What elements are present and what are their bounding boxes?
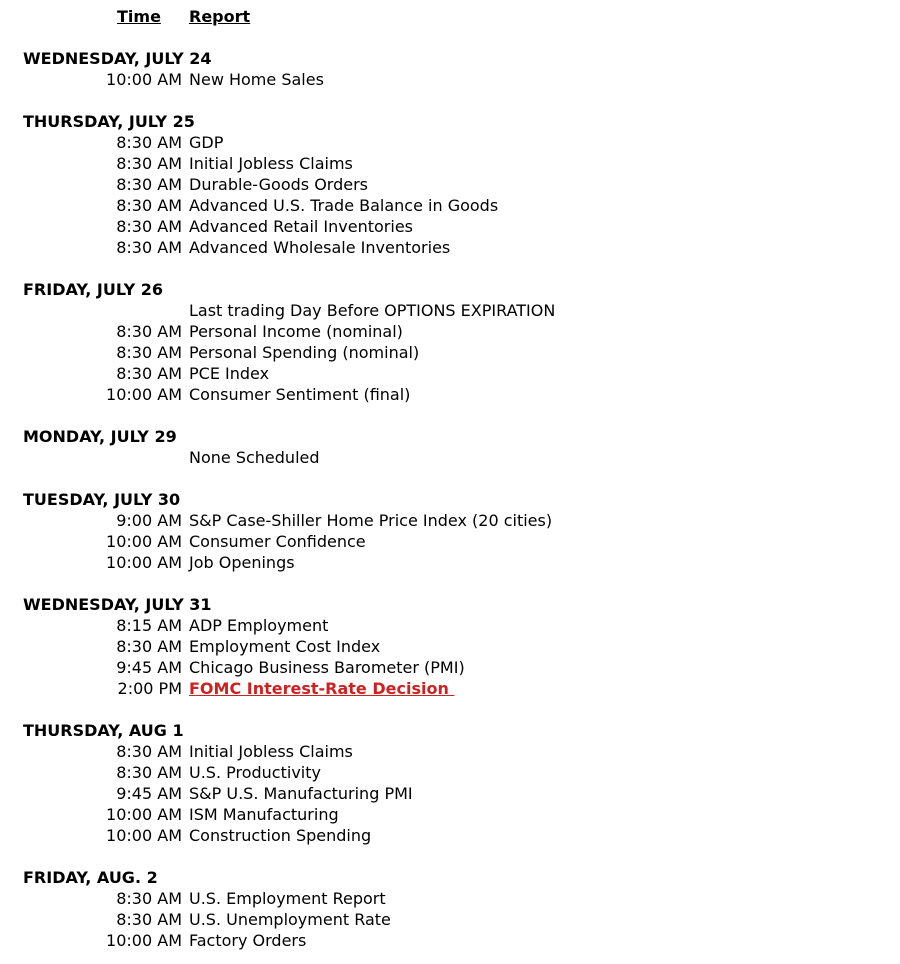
- event-row: [0, 657, 900, 678]
- event-report: Last trading Day Before OPTIONS EXPIRATION: [189, 301, 556, 320]
- event-row: [0, 132, 900, 153]
- day-heading: FRIDAY, AUG. 2: [23, 868, 158, 887]
- day-heading: THURSDAY, AUG 1: [23, 721, 184, 740]
- event-row: [0, 825, 900, 846]
- section-spacer: [0, 573, 900, 594]
- day-heading-row: [0, 279, 900, 300]
- event-row: [0, 909, 900, 930]
- event-report: Consumer Sentiment (final): [189, 385, 411, 404]
- event-time: 8:30 AM: [116, 196, 182, 215]
- event-report: Chicago Business Barometer (PMI): [189, 658, 465, 677]
- section-spacer: [0, 846, 900, 867]
- event-report: Personal Income (nominal): [189, 322, 403, 341]
- spacer: [0, 27, 900, 48]
- event-report: Job Openings: [189, 553, 295, 572]
- event-time: 8:30 AM: [116, 133, 182, 152]
- event-row: [0, 321, 900, 342]
- section-spacer: [0, 258, 900, 279]
- event-report: S&P Case-Shiller Home Price Index (20 cities): [189, 511, 553, 530]
- section-spacer: [0, 699, 900, 720]
- day-heading-row: [0, 720, 900, 741]
- event-time: 8:30 AM: [116, 175, 182, 194]
- section-spacer: [0, 90, 900, 111]
- event-time: 8:30 AM: [116, 322, 182, 341]
- event-report: S&P U.S. Manufacturing PMI: [189, 784, 413, 803]
- day-heading-row: [0, 594, 900, 615]
- event-time: 8:30 AM: [116, 343, 182, 362]
- day-heading-row: [0, 867, 900, 888]
- event-report: None Scheduled: [189, 448, 320, 467]
- event-report: Durable-Goods Orders: [189, 175, 369, 194]
- event-row: [0, 531, 900, 552]
- event-row: [0, 510, 900, 531]
- event-row: [0, 930, 900, 951]
- event-time: 10:00 AM: [106, 826, 182, 845]
- event-time: 10:00 AM: [106, 805, 182, 824]
- day-heading-row: [0, 426, 900, 447]
- event-time: 8:30 AM: [116, 217, 182, 236]
- event-time: 8:30 AM: [116, 763, 182, 782]
- event-report: U.S. Unemployment Rate: [189, 910, 391, 929]
- event-report-link[interactable]: FOMC Interest-Rate Decision: [189, 679, 455, 698]
- event-report: U.S. Productivity: [189, 763, 321, 782]
- event-row: [0, 678, 900, 699]
- event-report: Factory Orders: [189, 931, 307, 950]
- event-row: [0, 363, 900, 384]
- day-heading-row: [0, 48, 900, 69]
- event-report: Initial Jobless Claims: [189, 742, 353, 761]
- event-time: 8:30 AM: [116, 889, 182, 908]
- event-report: Advanced U.S. Trade Balance in Goods: [189, 196, 499, 215]
- event-row: [0, 237, 900, 258]
- day-heading: WEDNESDAY, JULY 24: [23, 49, 212, 68]
- event-report: PCE Index: [189, 364, 270, 383]
- column-header-row: [0, 6, 900, 27]
- event-report: Construction Spending: [189, 826, 372, 845]
- event-time: 8:30 AM: [116, 910, 182, 929]
- event-time: 8:15 AM: [116, 616, 182, 635]
- event-report: Advanced Wholesale Inventories: [189, 238, 451, 257]
- event-row: [0, 216, 900, 237]
- event-report: Advanced Retail Inventories: [189, 217, 413, 236]
- event-row: [0, 783, 900, 804]
- event-report: Employment Cost Index: [189, 637, 381, 656]
- day-heading: FRIDAY, JULY 26: [23, 280, 163, 299]
- day-heading: TUESDAY, JULY 30: [23, 490, 181, 509]
- time-column-header: Time: [117, 7, 161, 26]
- section-spacer: [0, 468, 900, 489]
- economic-calendar: [0, 6, 900, 951]
- day-heading-row: [0, 111, 900, 132]
- event-time: 10:00 AM: [106, 553, 182, 572]
- event-time: 8:30 AM: [116, 637, 182, 656]
- event-time: 9:45 AM: [116, 658, 182, 677]
- event-time: 9:45 AM: [116, 784, 182, 803]
- day-list: [0, 48, 900, 951]
- event-row: [0, 300, 900, 321]
- event-row: [0, 552, 900, 573]
- event-row: [0, 384, 900, 405]
- event-report: U.S. Employment Report: [189, 889, 386, 908]
- event-row: [0, 636, 900, 657]
- event-time: 2:00 PM: [117, 679, 182, 698]
- event-time: 10:00 AM: [106, 931, 182, 950]
- event-report: GDP: [189, 133, 224, 152]
- event-row: [0, 741, 900, 762]
- report-column-header: Report: [189, 7, 251, 26]
- event-report: Initial Jobless Claims: [189, 154, 353, 173]
- day-heading: MONDAY, JULY 29: [23, 427, 177, 446]
- event-row: [0, 174, 900, 195]
- event-report: Consumer Confidence: [189, 532, 366, 551]
- event-report: Personal Spending (nominal): [189, 343, 420, 362]
- event-report: ISM Manufacturing: [189, 805, 339, 824]
- event-row: [0, 195, 900, 216]
- event-row: [0, 69, 900, 90]
- event-row: [0, 153, 900, 174]
- section-spacer: [0, 405, 900, 426]
- event-row: [0, 615, 900, 636]
- event-time: 10:00 AM: [106, 70, 182, 89]
- event-row: [0, 804, 900, 825]
- event-report: ADP Employment: [189, 616, 329, 635]
- event-time: 10:00 AM: [106, 532, 182, 551]
- day-heading-row: [0, 489, 900, 510]
- event-time: 8:30 AM: [116, 238, 182, 257]
- event-time: 8:30 AM: [116, 154, 182, 173]
- event-report: New Home Sales: [189, 70, 324, 89]
- event-row: [0, 447, 900, 468]
- event-row: [0, 342, 900, 363]
- day-heading: WEDNESDAY, JULY 31: [23, 595, 212, 614]
- event-time: 8:30 AM: [116, 742, 182, 761]
- event-time: 10:00 AM: [106, 385, 182, 404]
- event-time: 8:30 AM: [116, 364, 182, 383]
- day-heading: THURSDAY, JULY 25: [23, 112, 195, 131]
- event-row: [0, 888, 900, 909]
- event-row: [0, 762, 900, 783]
- event-time: 9:00 AM: [116, 511, 182, 530]
